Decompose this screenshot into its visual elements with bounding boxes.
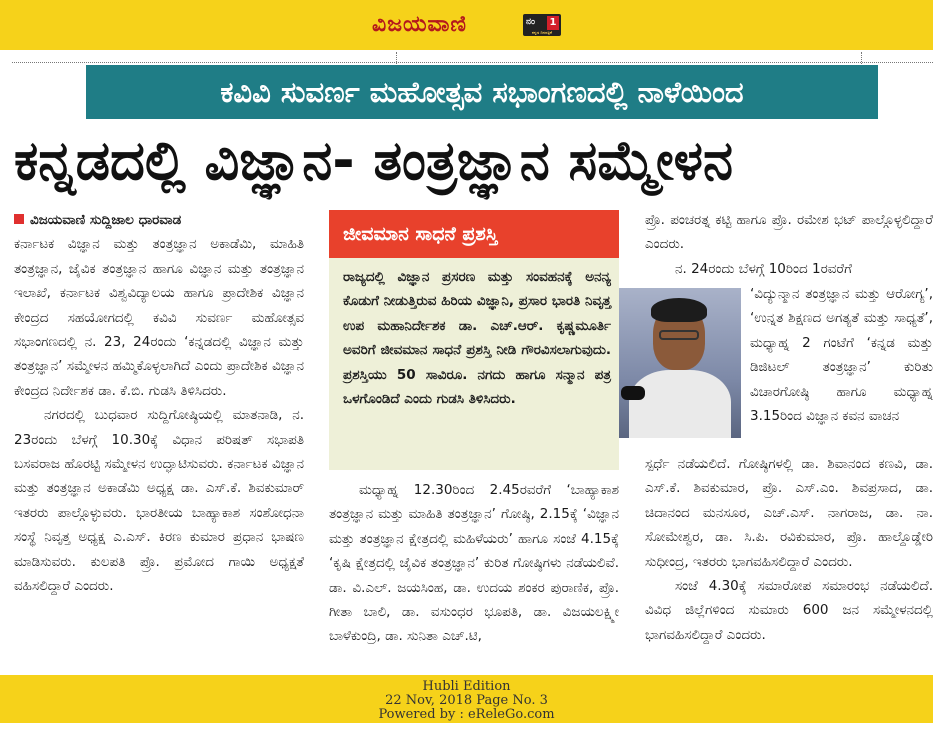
bullet-square-icon bbox=[14, 214, 24, 224]
badge-subtitle: ಕನ್ನಡ ದಿನಪತ್ರಿಕೆ bbox=[531, 30, 552, 35]
award-heading: ಜೀವಮಾನ ಸಾಧನೆ ಪ್ರಶಸ್ತಿ bbox=[329, 210, 619, 258]
badge-number: 1 bbox=[547, 16, 559, 30]
microphone-icon bbox=[621, 386, 645, 400]
paragraph: ‘ವಿದ್ಯುನ್ಮಾನ ತಂತ್ರಜ್ಞಾನ ಮತ್ತು ಆರೋಗ್ಯ’, ‘ಉನ್ನತ ಶಿಕ್ಷಣದ ಅಗತ್ಯತೆ ಮತ್ತು ಸಾಧ್ಯತೆ’, ಮಧ್ಯಾಹ್ನ 2 ಗಂಟೆಗೆ ‘ಕನ್ನಡ ಮತ್ತು ಡಿಜಿಟಲ್ ತಂತ್ರಜ್ಞಾನ’ ಕುರಿತು ವಿಚಾರಗೋಷ್ಠಿ ಹಾಗೂ ಮಧ್ಯಾಹ್ನ 3.15ರಿಂದ ವಿಜ್ಞಾನ ಕವನ ವಾಚನ bbox=[750, 286, 933, 425]
paragraph: ನಗರದಲ್ಲಿ ಬುಧವಾರ ಸುದ್ದಿಗೋಷ್ಠಿಯಲ್ಲಿ ಮಾತನಾಡಿ, ನ. 23ರಂದು ಬೆಳಗ್ಗೆ 10.30ಕ್ಕೆ ವಿಧಾನ ಪರಿಷತ್ ಸಭಾಪತಿ ಬಸವರಾಜ ಹೊರಟ್ಟಿ ಸಮ್ಮೇಳನ ಉದ್ಘಾಟಿಸುವರು. ಕರ್ನಾಟಕ ವಿಜ್ಞಾನ ಮತ್ತು ತಂತ್ರಜ್ಞಾನ ಅಕಾಡೆಮಿ ಅಧ್ಯಕ್ಷ ಡಾ. ಎಸ್.ಕೆ. ಶಿವಕುಮಾರ್ ಇತರರು ಪಾಲ್ಗೊಳ್ಳುವರು. ಭಾರತೀಯ ಬಾಹ್ಯಾಕಾಶ ಸಂಶೋಧನಾ ಸಂಸ್ಥೆ ನಿವೃತ್ತ ಅಧ್ಯಕ್ಷ ಎ.ಎಸ್. ಕಿರಣ ಕುಮಾರ ಪ್ರಧಾನ ಭಾಷಣ ಮಾಡಿಸುವರು. ಕುಲಪತಿ ಪ್ರೊ. ಪ್ರಮೋದ ಗಾಯಿ ಅಧ್ಯಕ್ಷತೆ ವಹಿಸಲಿದ್ದಾರೆ ಎಂದರು. bbox=[14, 407, 304, 595]
photo-hair bbox=[651, 298, 707, 322]
paragraph: ಮಧ್ಯಾಹ್ನ 12.30ರಿಂದ 2.45ರವರೆಗೆ ‘ಬಾಹ್ಯಾಕಾಶ ತಂತ್ರಜ್ಞಾನ ಮತ್ತು ಮಾಹಿತಿ ತಂತ್ರಜ್ಞಾನ’ ಗೋಷ್ಠಿ, 2.15ಕ್ಕೆ ‘ವಿಜ್ಞಾನ ಮತ್ತು ತಂತ್ರಜ್ಞಾನ ಕ್ಷೇತ್ರದಲ್ಲಿ ಮಹಿಳೆಯರು’ ಹಾಗೂ ಸಂಜೆ 4.15ಕ್ಕೆ ‘ಕೃಷಿ ಕ್ಷೇತ್ರದಲ್ಲಿ ಜೈವಿಕ ತಂತ್ರಜ್ಞಾನ’ ಕುರಿತ ಗೋಷ್ಠಿಗಳು ನಡೆಯಲಿವೆ. ಡಾ. ವಿ.ಎಲ್. ಜಯಸಿಂಹ, ಡಾ. ಉದಯ ಶಂಕರ ಪುರಾಣಿಕ, ಪ್ರೊ. ಗೀತಾ ಬಾಲಿ, ಡಾ. ವಸುಂಧರ ಭೂಪತಿ, ಡಾ. ವಿಜಯಲಕ್ಷ್ಮೀ ಬಾಳೆಕುಂದ್ರಿ, ಡಾ. ಸುನಿತಾ ಎಚ್.ಟಿ, bbox=[329, 482, 619, 645]
number-one-badge bbox=[523, 14, 561, 36]
edition-name: Hubli Edition bbox=[422, 679, 511, 694]
edition-date-page: 22 Nov, 2018 Page No. 3 bbox=[385, 693, 548, 708]
award-sidebar-box bbox=[329, 210, 619, 470]
photo-glasses bbox=[659, 330, 699, 340]
award-text: ರಾಜ್ಯದಲ್ಲಿ ವಿಜ್ಞಾನ ಪ್ರಸರಣ ಮತ್ತು ಸಂವಹನಕ್ಕೆ ಅನನ್ಯ ಕೊಡುಗೆ ನೀಡುತ್ತಿರುವ ಹಿರಿಯ ವಿಜ್ಞಾನಿ, ಪ್ರಸಾರ ಭಾರತಿ ನಿವೃತ್ತ ಉಪ ಮಹಾನಿರ್ದೇಶಕ ಡಾ. ಎಚ್.ಆರ್. ಕೃಷ್ಣಮೂರ್ತಿ ಅವರಿಗೆ ಜೀವಮಾನ ಸಾಧನೆ ಪ್ರಶಸ್ತಿ ನೀಡಿ ಗೌರವಿಸಲಾಗುವುದು. ಪ್ರಶಸ್ತಿಯು 50 ಸಾವಿರೂ. ನಗದು ಹಾಗೂ ಸನ್ಮಾನ ಪತ್ರ ಒಳಗೊಂಡಿದೆ ಎಂದು ಗುಡಸಿ ತಿಳಿಸಿದರು. bbox=[343, 269, 611, 408]
paragraph: ಸ್ಪರ್ಧೆ ನಡೆಯಲಿದೆ. ಗೋಷ್ಠಿಗಳಲ್ಲಿ ಡಾ. ಶಿವಾನಂದ ಕಣವಿ, ಡಾ. ಎಸ್.ಕೆ. ಶಿವಕುಮಾರ, ಪ್ರೊ. ಎಸ್.ಎಂ. ಶಿವಪ್ರಸಾದ, ಡಾ. ಚಿದಾನಂದ ಮನಸೂರ, ಎಚ್.ಎಸ್. ನಾಗರಾಜ, ಡಾ. ನಾ. ಸೋಮೇಶ್ವರ, ಡಾ. ಸಿ.ಪಿ. ರವಿಕುಮಾರ, ಪ್ರೊ. ಹಾಲ್ದೊಡ್ಡೇರಿ ಸುಧೀಂದ್ರ, ಇತರರು ಭಾಗವಹಿಸಲಿದ್ದಾರೆ ಎಂದರು. bbox=[645, 456, 933, 570]
article-headline: ಕನ್ನಡದಲ್ಲಿ ವಿಜ್ಞಾನ- ತಂತ್ರಜ್ಞಾನ ಸಮ್ಮೇಳನ bbox=[14, 129, 733, 192]
column-3-top bbox=[645, 208, 933, 288]
photo-body bbox=[629, 370, 731, 438]
paragraph: ಕರ್ನಾಟಕ ವಿಜ್ಞಾನ ಮತ್ತು ತಂತ್ರಜ್ಞಾನ ಅಕಾಡೆಮಿ, ಮಾಹಿತಿ ತಂತ್ರಜ್ಞಾನ, ಜೈವಿಕ ತಂತ್ರಜ್ಞಾನ ಹಾಗೂ ವಿಜ್ಞಾನ ಮತ್ತು ತಂತ್ರಜ್ಞಾನ ಇಲಾಖೆ, ಕರ್ನಾಟಕ ವಿಶ್ವವಿದ್ಯಾಲಯ ಹಾಗೂ ಪ್ರಾದೇಶಿಕ ವಿಜ್ಞಾನ ಕೇಂದ್ರದ ಸಹಯೋಗದಲ್ಲಿ ಕವಿವಿ ಸುವರ್ಣ ಮಹೋತ್ಸವ ಸಭಾಂಗಣದಲ್ಲಿ ನ. 23, 24ರಂದು ‘ಕನ್ನಡದಲ್ಲಿ ವಿಜ್ಞಾನ ಮತ್ತು ತಂತ್ರಜ್ಞಾನ’ ಸಮ್ಮೇಳನ ಹಮ್ಮಿಕೊಳ್ಳಲಾಗಿದೆ ಎಂದು ಪ್ರಾದೇಶಿಕ ವಿಜ್ಞಾನ ಕೇಂದ್ರದ ನಿರ್ದೇಶಕ ಡಾ. ಕೆ.ಬಿ. ಗುಡಸಿ ತಿಳಿಸಿದರು. bbox=[14, 236, 304, 399]
badge-label: ನಂ bbox=[526, 17, 535, 27]
column-3-bottom bbox=[645, 452, 933, 673]
dateline-text: ವಿಜಯವಾಣಿ ಸುದ್ದಿಜಾಲ ಧಾರವಾಡ bbox=[30, 212, 182, 228]
masthead-bar bbox=[0, 0, 933, 50]
column-2 bbox=[329, 478, 619, 673]
column-3-wrap bbox=[750, 282, 933, 452]
newspaper-logo: ವಿಜಯವಾಣಿ bbox=[372, 11, 468, 37]
speaker-photo bbox=[619, 288, 741, 438]
paragraph: ಸಂಜೆ 4.30ಕ್ಕೆ ಸಮಾರೋಪ ಸಮಾರಂಭ ನಡೆಯಲಿದೆ. ವಿವಿಧ ಜಿಲ್ಲೆಗಳಿಂದ ಸುಮಾರು 600 ಜನ ಸಮ್ಮೇಳನದಲ್ಲಿ ಭಾಗವಹಿಸಲಿದ್ದಾರೆ ಎಂದರು. bbox=[645, 578, 933, 643]
paragraph: ಪ್ರೊ. ಪಂಚರತ್ನ ಕಟ್ಟಿ ಹಾಗೂ ಪ್ರೊ. ರಮೇಶ ಭಟ್ ಪಾಲ್ಗೊಳ್ಳಲಿದ್ದಾರೆ ಎಂದರು. bbox=[645, 212, 933, 253]
dotted-rule bbox=[12, 62, 933, 63]
footer-text bbox=[0, 680, 933, 722]
paragraph-lead: ನ. 24ರಂದು ಬೆಳಗ್ಗೆ 10ರಿಂದ 1ರವರೆಗೆ bbox=[675, 260, 852, 277]
column-1 bbox=[14, 208, 304, 673]
kicker-banner: ಕವಿವಿ ಸುವರ್ಣ ಮಹೋತ್ಸವ ಸಭಾಂಗಣದಲ್ಲಿ ನಾಳೆಯಿಂದ bbox=[86, 65, 878, 119]
powered-by-link[interactable]: Powered by : eReleGo.com bbox=[378, 707, 555, 722]
dateline bbox=[14, 208, 304, 232]
